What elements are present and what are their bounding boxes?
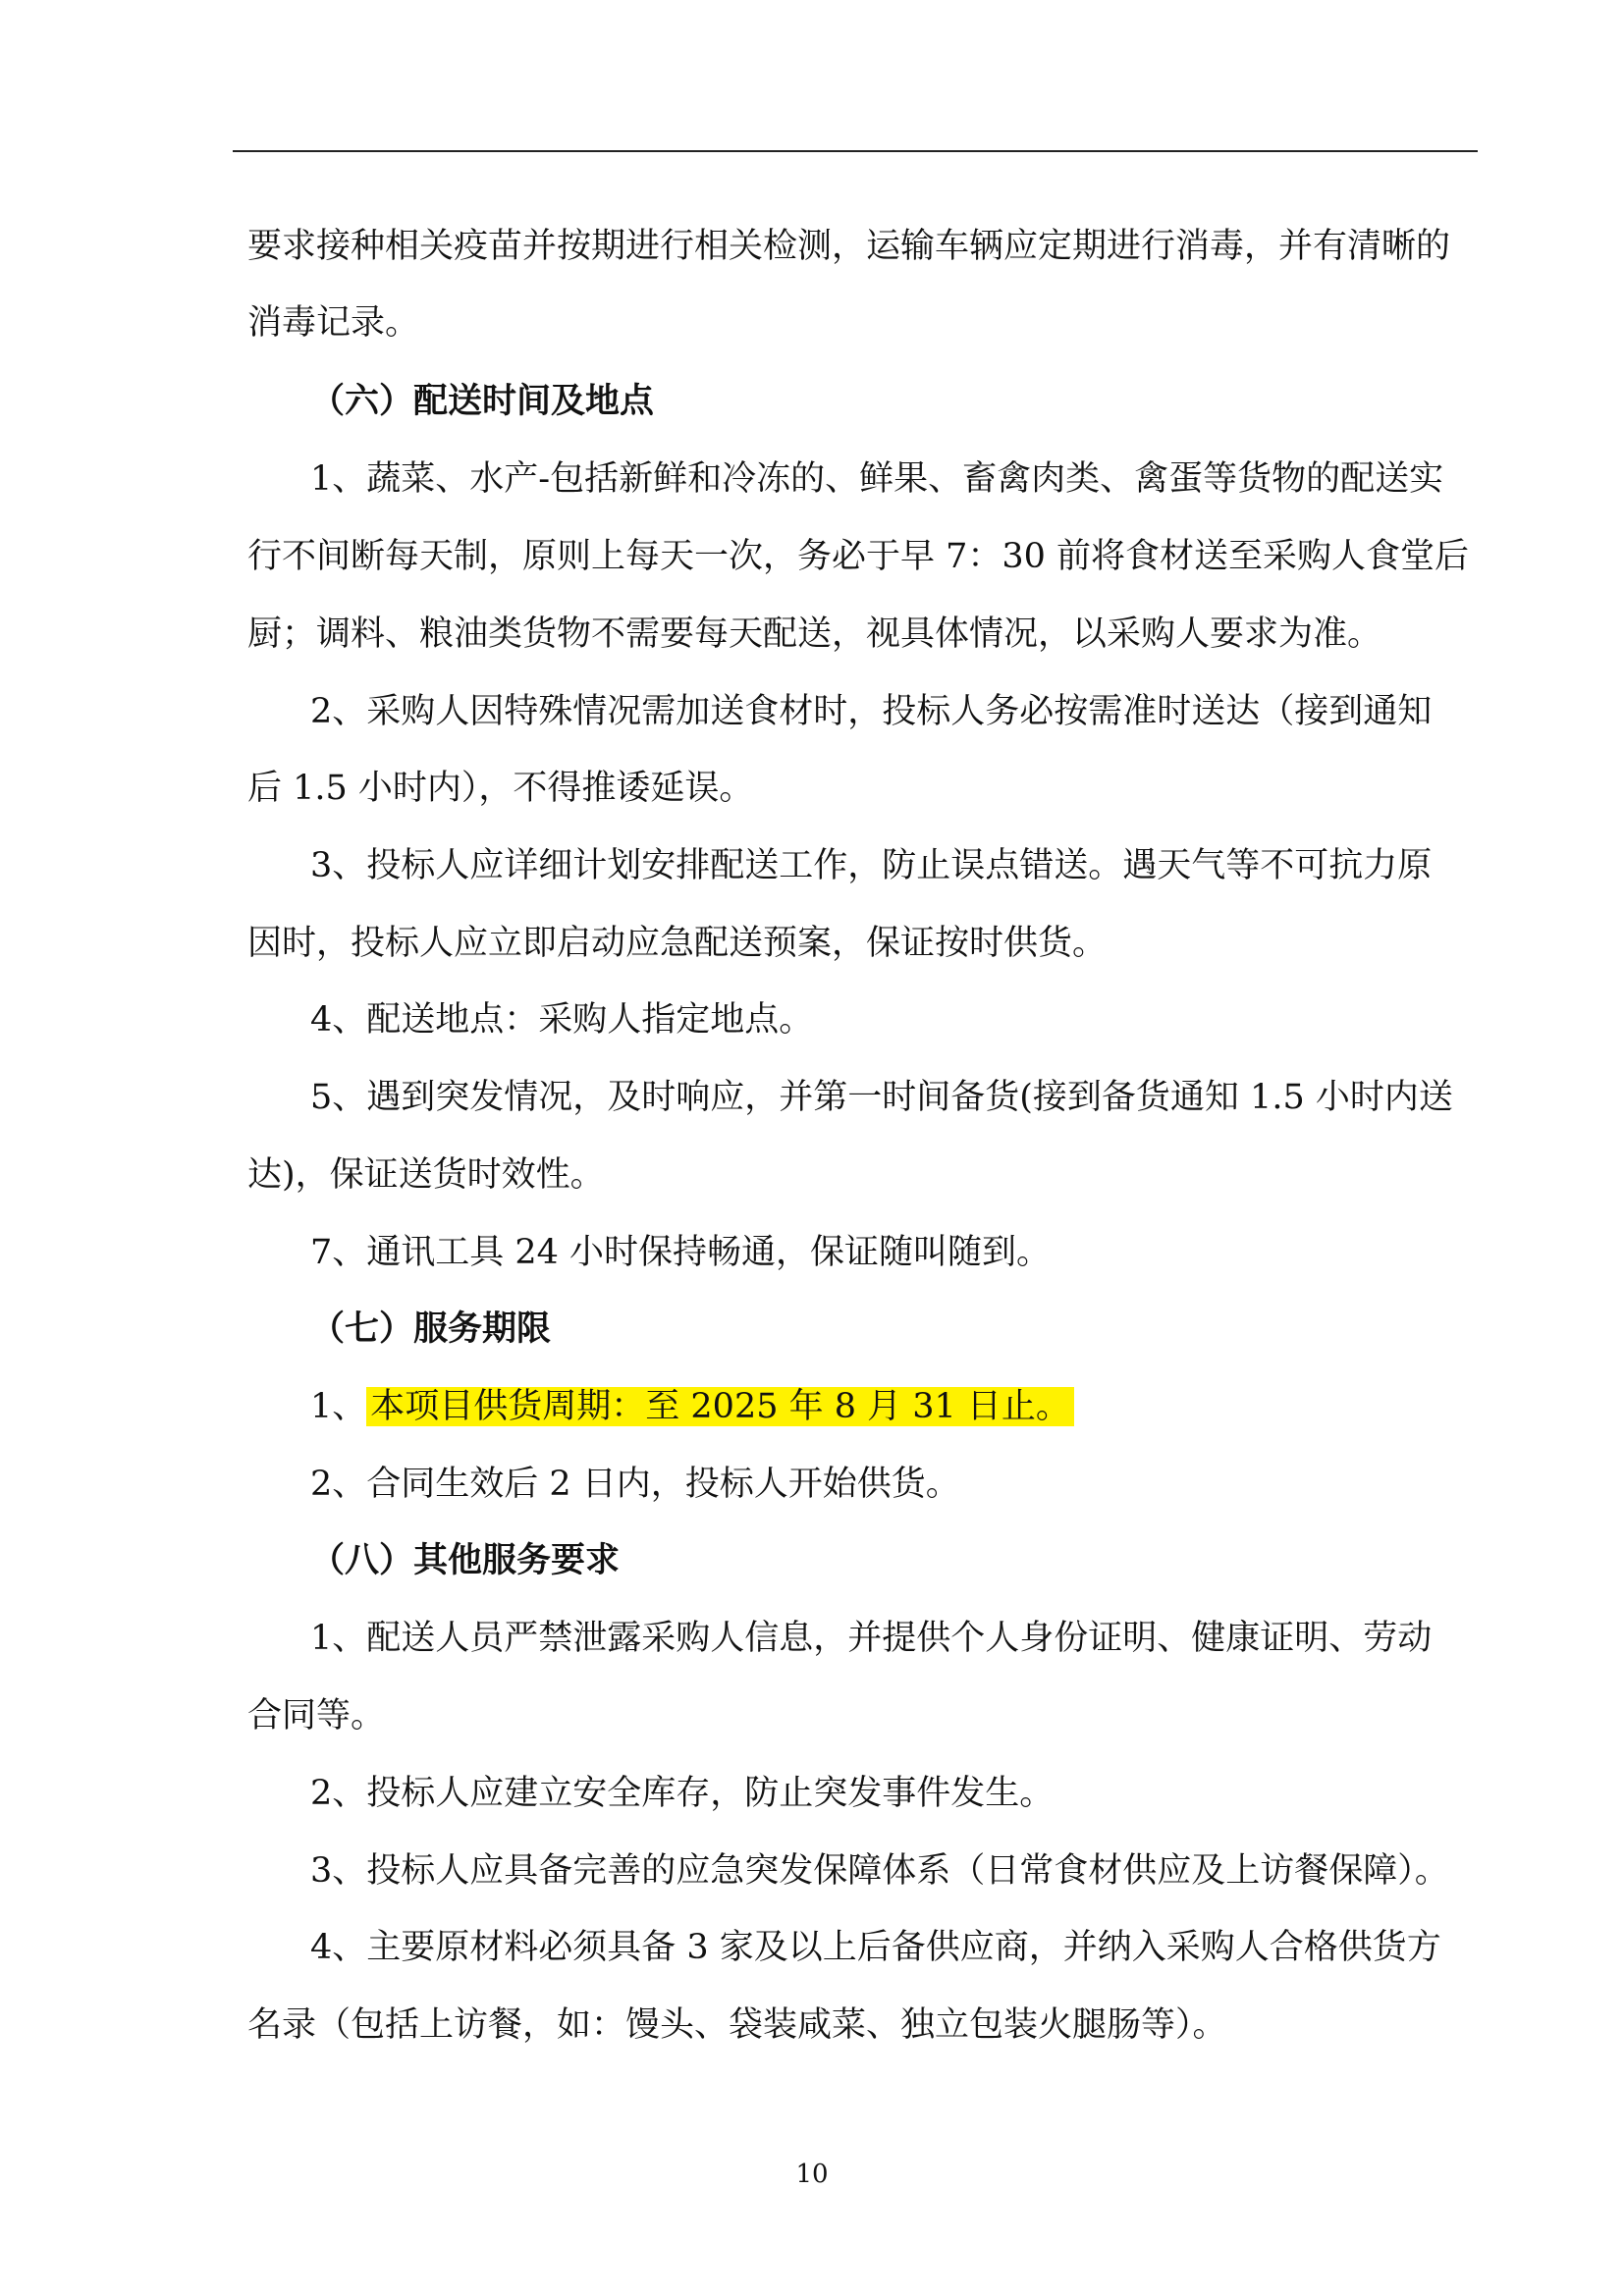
paragraph-line: 4、主要原材料必须具备 3 家及以上后备供应商，并纳入采购人合格供货方 [310,1928,1441,1967]
paragraph-line: 7、通讯工具 24 小时保持畅通，保证随叫随到。 [310,1233,1052,1272]
paragraph-line: 消毒记录。 [247,303,420,343]
paragraph-line: 厨；调料、粮油类货物不需要每天配送，视具体情况，以采购人要求为准。 [247,614,1382,654]
paragraph-line: 2、合同生效后 2 日内，投标人开始供货。 [310,1465,960,1504]
paragraph-line: 1、蔬菜、水产-包括新鲜和冷冻的、鲜果、畜禽肉类、禽蛋等货物的配送实 [310,459,1444,499]
section-heading-7: （七）服务期限 [310,1308,552,1349]
paragraph-line: 因时，投标人应立即启动应急配送预案，保证按时供货。 [247,924,1108,963]
paragraph-line: 2、投标人应建立安全库存，防止突发事件发生。 [310,1774,1055,1813]
item-number: 1、 [310,1387,367,1426]
paragraph-line: 4、配送地点：采购人指定地点。 [310,1000,814,1040]
section-heading-6: （六）配送时间及地点 [310,381,655,421]
paragraph-line: 1、配送人员严禁泄露采购人信息，并提供个人身份证明、健康证明、劳动 [310,1619,1433,1658]
paragraph-line: 5、遇到突发情况，及时响应，并第一时间备货(接到备货通知 1.5 小时内送 [310,1078,1453,1117]
section-heading-8: （八）其他服务要求 [310,1540,621,1580]
paragraph-line: 后 1.5 小时内），不得推诿延误。 [247,769,754,808]
paragraph-line: 3、投标人应详细计划安排配送工作，防止误点错送。遇天气等不可抗力原 [310,846,1433,885]
paragraph-line: 行不间断每天制，原则上每天一次，务必于早 7：30 前将食材送至采购人食堂后 [247,537,1470,576]
paragraph-line: 名录（包括上访餐，如：馒头、袋装咸菜、独立包装火腿肠等）。 [247,2005,1227,2045]
paragraph-line: 2、采购人因特殊情况需加送食材时，投标人务必按需准时送达（接到通知 [310,692,1433,731]
paragraph-line: 要求接种相关疫苗并按期进行相关检测，运输车辆应定期进行消毒，并有清晰的 [247,227,1451,266]
highlighted-text: 本项目供货周期：至 2025 年 8 月 31 日止。 [366,1387,1074,1426]
page-number: 10 [795,2160,829,2189]
paragraph-line: 3、投标人应具备完善的应急突发保障体系（日常食材供应及上访餐保障）。 [310,1851,1449,1891]
paragraph-line: 达)，保证送货时效性。 [247,1155,605,1195]
header-rule [233,150,1478,152]
paragraph-line: 合同等。 [247,1696,386,1735]
paragraph-line-highlighted [310,1387,1074,1426]
